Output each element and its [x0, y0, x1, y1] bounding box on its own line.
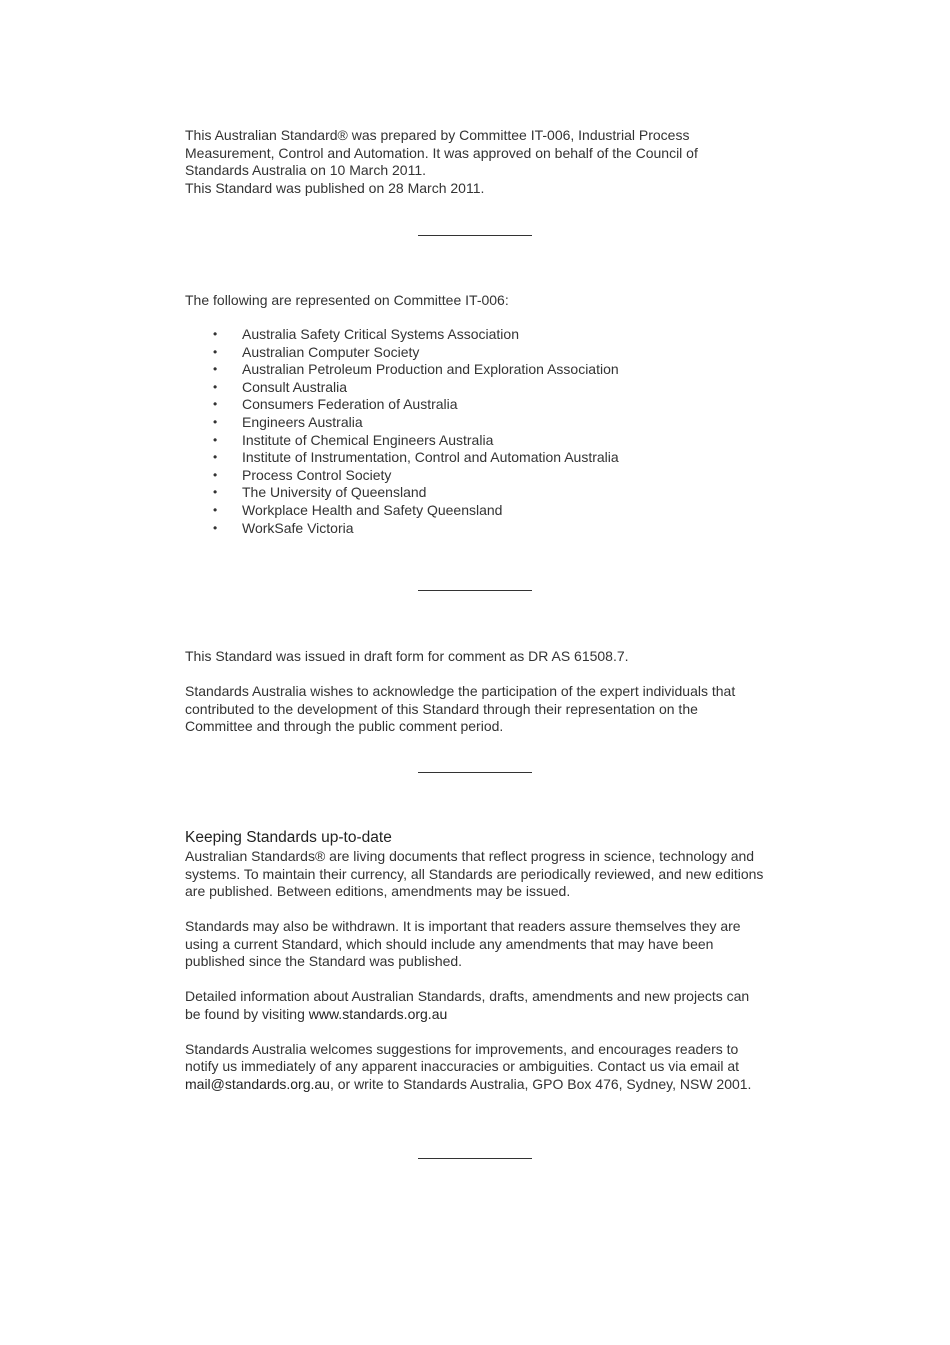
paragraph-line: Standards Australia welcomes suggestions for improvements, and encourages readers to — [185, 1040, 739, 1057]
detailed-info-paragraph — [185, 988, 775, 1023]
paragraph-text: be found by visiting — [185, 1005, 309, 1022]
list-item — [185, 361, 619, 379]
bullet-icon: • — [213, 502, 218, 517]
paragraph-line: are published. Between editions, amendments may be issued. — [185, 883, 571, 899]
paragraph-line: Detailed information about Australian Standards, drafts, amendments and new projects can — [185, 988, 750, 1004]
member-name: Process Control Society — [242, 466, 392, 483]
website-link[interactable]: www.standards.org.au — [308, 1005, 448, 1022]
member-name: Australia Safety Critical Systems Association — [242, 326, 519, 342]
list-item — [185, 396, 619, 414]
bullet-icon: • — [213, 327, 218, 341]
bullet-icon: • — [213, 432, 218, 447]
member-name: The University of Queensland — [242, 484, 427, 501]
member-name: Engineers Australia — [242, 413, 363, 430]
bullet-icon: • — [213, 379, 218, 394]
suggestions-paragraph — [185, 1041, 775, 1094]
member-name: WorkSafe Victoria — [242, 519, 354, 536]
list-item — [185, 414, 619, 432]
prepared-by-statement — [185, 127, 775, 197]
prepared-line: Standards Australia on 10 March 2011. — [185, 162, 427, 178]
draft-statement — [185, 648, 775, 753]
paragraph-line — [185, 1006, 775, 1024]
list-item — [185, 379, 619, 397]
bullet-icon: • — [213, 362, 218, 377]
committee-members-list — [185, 326, 619, 537]
member-name: Institute of Instrumentation, Control and Automation Australia — [242, 449, 619, 466]
committee-intro-text: The following are represented on Committee IT-006: — [185, 292, 509, 308]
list-item — [185, 432, 619, 450]
withdrawn-paragraph — [185, 918, 775, 971]
paragraph-line — [185, 1076, 775, 1094]
up-to-date-section — [185, 848, 775, 1111]
published-line: This Standard was published on 28 March 2011. — [185, 179, 485, 196]
bullet-icon: • — [213, 485, 218, 500]
list-item — [185, 344, 619, 362]
bullet-icon: • — [213, 414, 218, 429]
paragraph-line: systems. To maintain their currency, all Standards are periodically reviewed, and new editions — [185, 865, 764, 882]
section-divider — [418, 1158, 532, 1159]
section-divider — [418, 772, 532, 773]
section-divider — [418, 590, 532, 591]
bullet-icon: • — [213, 344, 218, 359]
list-item — [185, 467, 619, 485]
email-link[interactable]: mail@standards.org.au — [185, 1075, 330, 1092]
list-item — [185, 449, 619, 467]
paragraph-text: , or write to Standards Australia, GPO Box 476, Sydney, NSW 2001. — [329, 1075, 752, 1092]
member-name: Consumers Federation of Australia — [242, 396, 458, 413]
member-name: Australian Computer Society — [242, 343, 420, 360]
paragraph-line: published since the Standard was published. — [185, 953, 463, 969]
paragraph-line: using a current Standard, which should include any amendments that may have been — [185, 935, 714, 952]
paragraph-line: Standards may also be withdrawn. It is important that readers assure themselves they are — [185, 918, 741, 934]
prepared-line: Measurement, Control and Automation. It was approved on behalf of the Council of — [185, 144, 698, 161]
acknowledgement-paragraph — [185, 683, 775, 736]
bullet-icon: • — [213, 520, 218, 535]
list-item — [185, 502, 619, 520]
section-divider — [418, 235, 532, 236]
living-documents-paragraph — [185, 848, 775, 901]
bullet-icon: • — [213, 467, 218, 482]
member-name: Workplace Health and Safety Queensland — [242, 501, 503, 518]
draft-line: This Standard was issued in draft form for comment as DR AS 61508.7. — [185, 648, 629, 664]
paragraph-line: notify us immediately of any apparent inaccuracies or ambiguities. Contact us via email at — [185, 1058, 740, 1074]
paragraph-line: Australian Standards® are living documents that reflect progress in science, technology and — [185, 848, 755, 864]
acknowledgement-line: contributed to the development of this Standard through their representation on the — [185, 700, 698, 717]
bullet-icon: • — [213, 450, 218, 465]
committee-intro — [185, 292, 775, 310]
list-item — [185, 326, 619, 344]
acknowledgement-line: Committee and through the public comment period. — [185, 718, 504, 734]
bullet-icon: • — [213, 397, 218, 412]
section-heading: Keeping Standards up-to-date — [185, 829, 392, 846]
acknowledgement-line: Standards Australia wishes to acknowledge the participation of the expert individuals that — [185, 683, 736, 699]
prepared-line: This Australian Standard® was prepared by Committee IT-006, Industrial Process — [185, 127, 690, 143]
member-name: Australian Petroleum Production and Exploration Association — [242, 361, 619, 378]
list-item — [185, 484, 619, 502]
list-item — [185, 520, 619, 538]
member-name: Institute of Chemical Engineers Australia — [242, 431, 494, 448]
member-name: Consult Australia — [242, 378, 348, 395]
